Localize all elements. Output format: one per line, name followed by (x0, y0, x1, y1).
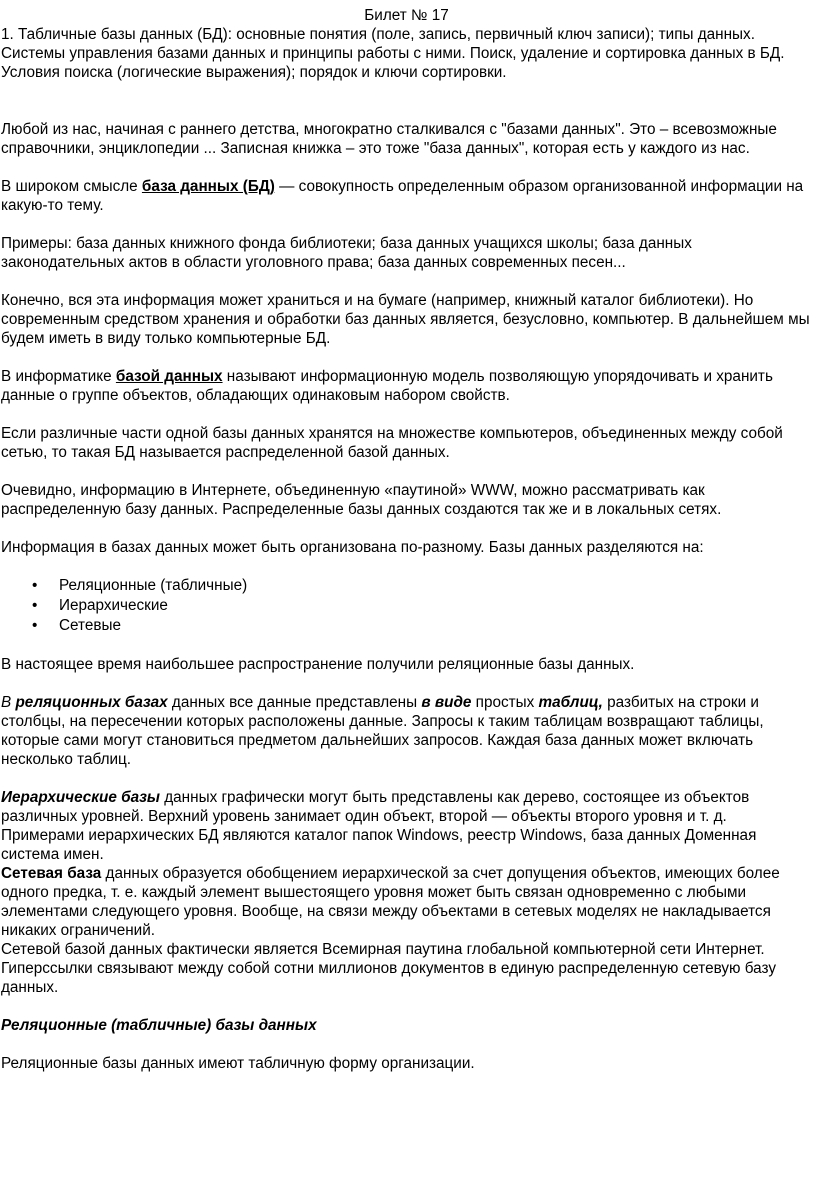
list-item: • Реляционные (табличные) (32, 577, 248, 594)
paper-storage-paragraph: Конечно, вся эта информация может храниться и на бумаге (например, книжный каталог библиотеки). Но современным средством хранения и обработки баз данных является, безусловно, компьютер. В дальнейшем мы будем иметь в виду только компьютерные БД. (1, 292, 810, 347)
section-heading: Реляционные (табличные) базы данных (1, 1017, 317, 1034)
term-database: базой данных (115, 368, 223, 385)
list-item: • Сетевые (32, 617, 122, 634)
distributed-db-paragraph: Если различные части одной базы данных хранятся на множестве компьютеров, объединенных между собой сетью, то такая БД называется распределенной базой данных. (1, 425, 783, 461)
question-text: 1. Табличные базы данных (БД): основные понятия (поле, запись, первичный ключ записи); типы данных. Системы управления базами данных и принципы работы с ними. Поиск, удаление и сортировка данных в БД. Условия поиска (логические выражения); порядок и ключи сортировки. (1, 26, 785, 81)
informatics-definition-paragraph: В информатике базой данных называют информационную модель позволяющую упорядочивать и хранить данные о группе объектов, обладающих одинаковым набором свойств. (1, 368, 773, 404)
list-item: • Иерархические (32, 597, 168, 614)
broad-definition-paragraph: В широком смысле база данных (БД) — совокупность определенным образом организованной информации на какую-то тему. (1, 178, 804, 214)
intro-paragraph: Любой из нас, начиная с раннего детства, многократно сталкивался с "базами данных". Это – всевозможные справочники, энциклопедии ... Записная книжка – это тоже "база данных", которая есть у каждого из нас. (1, 121, 777, 157)
db-types-list (1, 576, 812, 636)
bullet-icon: • (32, 577, 38, 594)
bullet-icon: • (32, 597, 38, 614)
internet-db-paragraph: Очевидно, информацию в Интернете, объединенную «паутиной» WWW, можно рассматривать как распределенную базу данных. Распределенные базы данных создаются так же и в локальных сетях. (1, 482, 722, 518)
relational-description-paragraph: В реляционных базах данных все данные представлены в виде простых таблиц, разбитых на строки и столбцы, на пересечении которых расположены данные. Запросы к таким таблицам возвращают таблицы, которые сами могут становиться предметом дальнейших запросов. Каждая база данных может включать несколько таблиц. (1, 694, 764, 768)
db-types-intro-paragraph: Информация в базах данных может быть организована по-разному. Базы данных разделяются на: (1, 539, 704, 556)
term-database-db: база данных (БД) (141, 178, 275, 195)
relational-form-paragraph: Реляционные базы данных имеют табличную форму организации. (1, 1055, 475, 1072)
bullet-icon: • (32, 617, 38, 634)
hierarchical-paragraph: Иерархические базы данных графически могут быть представлены как дерево, состоящее из объектов различных уровней. Верхний уровень занимает один объект, второй — объекты второго уровня и т. д. Примерами иерархических БД являются каталог папок Windows, реестр Windows, база данных Доменная система имен. (1, 789, 757, 863)
www-network-paragraph: Сетевой базой данных фактически является Всемирная паутина глобальной компьютерной сети Интернет. Гиперссылки связывают между собой сотни миллионов документов в единую распределенную сетевую базу данных. (1, 941, 776, 996)
network-paragraph: Сетевая база данных образуется обобщением иерархической за счет допущения объектов, имеющих более одного предка, т. е. каждый элемент вышестоящего уровня может быть связан одновременно с любыми элементами следующего уровня. Вообще, на связи между объектами в сетевых моделях не накладывается никаких ограничений. (1, 865, 780, 939)
relational-popular-paragraph: В настоящее время наибольшее распространение получили реляционные базы данных. (1, 656, 635, 673)
examples-paragraph: Примеры: база данных книжного фонда библиотеки; база данных учащихся школы; база данных законодательных актов в области уголовного права; база данных современных песен... (1, 235, 692, 271)
ticket-title: Билет № 17 (364, 7, 449, 24)
